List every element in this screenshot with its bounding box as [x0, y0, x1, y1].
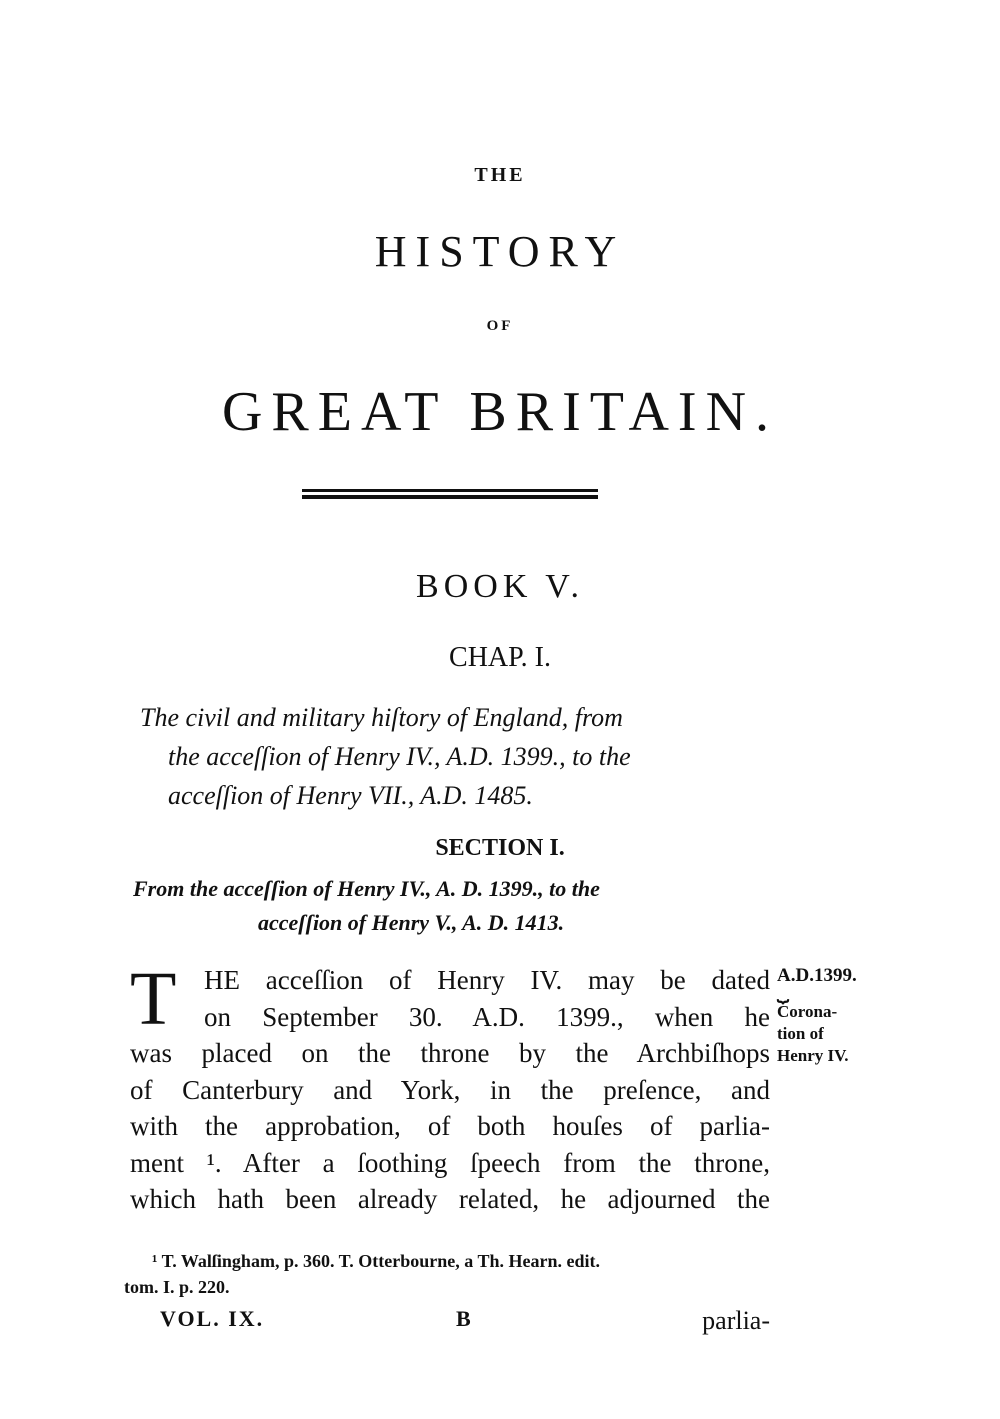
body-line: of Canterbury and York, in the preſence, and — [130, 1074, 770, 1105]
chapter-heading: CHAP. I. — [449, 642, 551, 673]
title-of: OF — [486, 318, 514, 334]
footnote-line: ¹ T. Walſingham, p. 360. T. Otterbourne, a Th. Hearn. edit. — [152, 1251, 600, 1271]
title-great-britain: GREAT BRITAIN. — [221, 381, 779, 443]
body-line: with the approbation, of both houſes of parlia- — [130, 1111, 770, 1141]
catchword: parlia- — [702, 1306, 770, 1335]
page-footer — [160, 1306, 770, 1340]
footnote-line: tom. I. p. 220. — [124, 1277, 230, 1297]
volume-label: VOL. IX. — [160, 1306, 265, 1331]
brace-icon: ⏟ — [777, 981, 787, 1003]
body-text — [130, 957, 770, 1218]
body-line: which hath been already related, he adjourned the — [130, 1184, 770, 1214]
body-line: on September 30. A.D. 1399., when he — [204, 1001, 770, 1032]
section-description — [133, 872, 783, 940]
footnote — [124, 1248, 792, 1300]
body-line: was placed on the throne by the Archbiſhops — [130, 1038, 770, 1068]
margin-line: Henry IV. — [777, 1046, 849, 1065]
chapter-description — [140, 698, 780, 815]
ornamental-double-rule — [302, 486, 598, 504]
section-heading: SECTION I. — [435, 835, 565, 861]
chapter-desc-line: acceſſion of Henry VII., A.D. 1485. — [168, 781, 533, 810]
chapter-desc-line: The civil and military hiſtory of England, from — [140, 703, 623, 732]
chapter-desc-line: the acceſſion of Henry IV., A.D. 1399., to the — [168, 742, 631, 771]
drop-cap: T — [130, 957, 177, 1041]
section-desc-line: acceſſion of Henry V., A. D. 1413. — [258, 910, 565, 935]
section-desc-line: From the acceſſion of Henry IV., A. D. 1399., to the — [133, 876, 600, 901]
margin-year: A.D.1399. — [777, 965, 857, 986]
margin-line: Corona- — [777, 1002, 838, 1021]
header-the: THE — [474, 164, 526, 186]
signature-mark: B — [456, 1306, 471, 1331]
title-history: HISTORY — [374, 227, 626, 276]
body-line: ment ¹. After a ſoothing ſpeech from the throne, — [130, 1147, 770, 1178]
body-line: HE acceſſion of Henry IV. may be dated — [204, 965, 770, 995]
margin-line: tion of — [777, 1024, 824, 1043]
book-heading: BOOK V. — [416, 568, 584, 605]
margin-note — [777, 965, 887, 1067]
